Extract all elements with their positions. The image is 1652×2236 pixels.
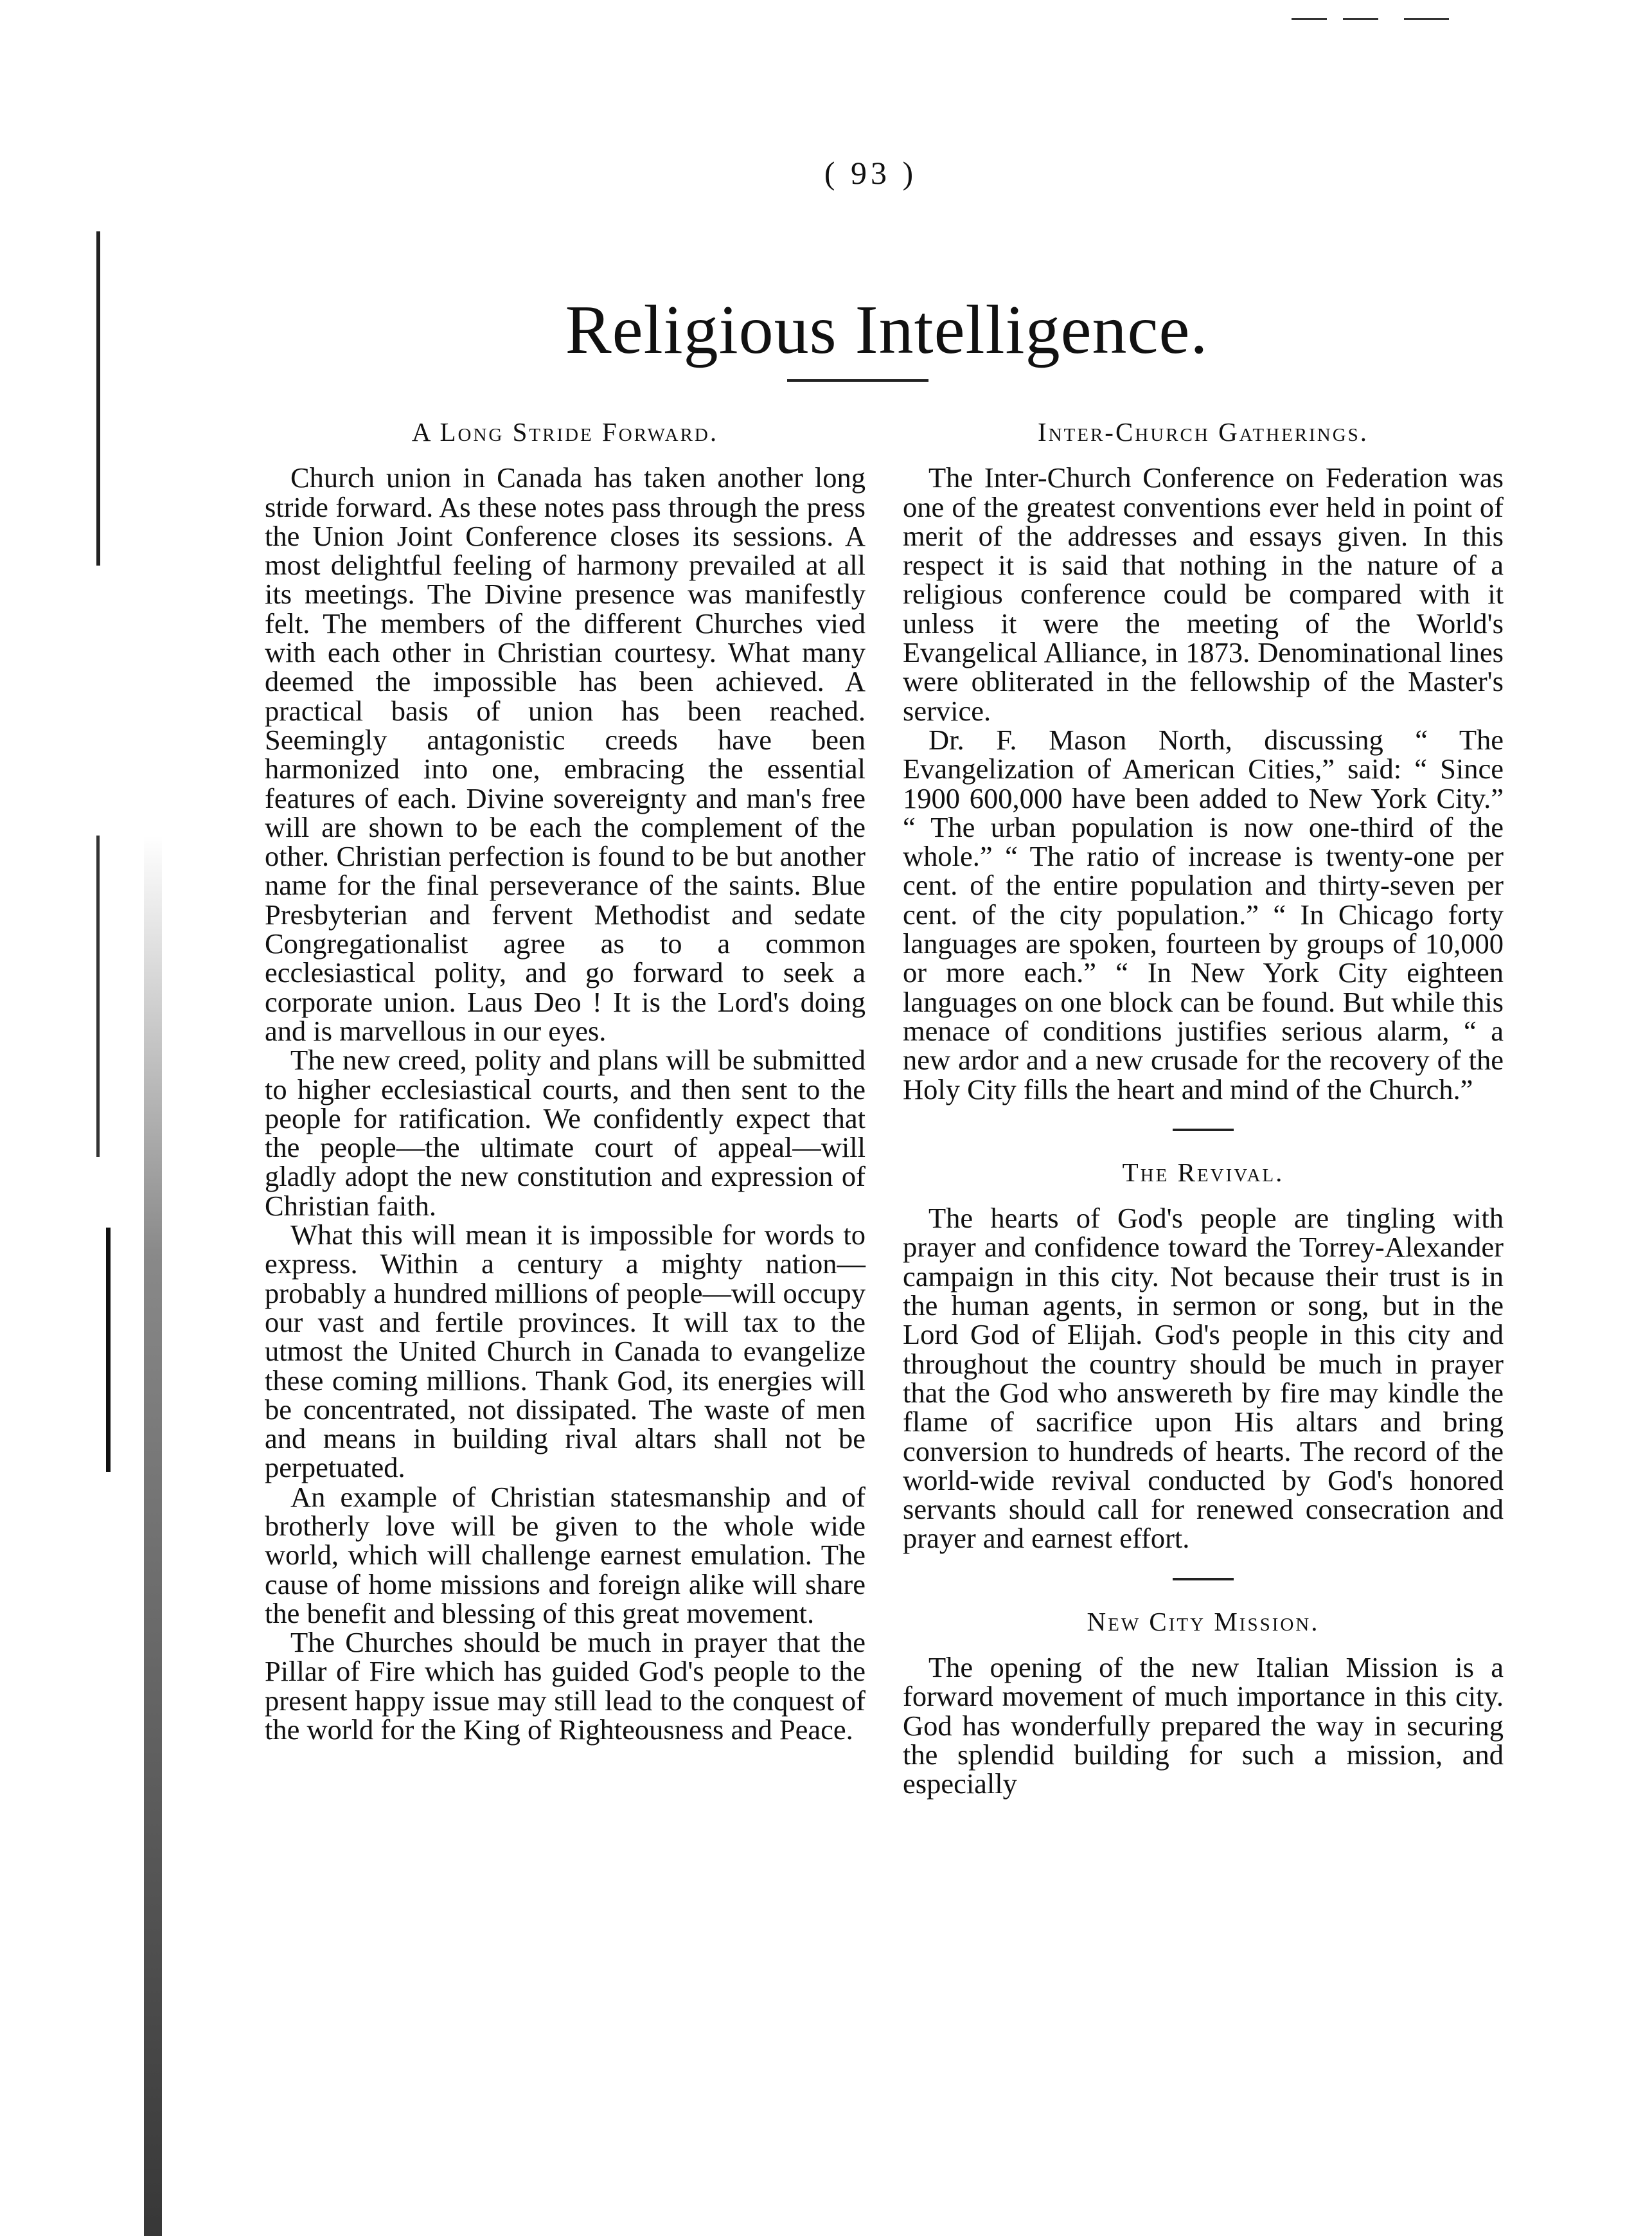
paragraph: The Inter-Church Conference on Federation was one of the greatest conventions ever held in point of merit of the addresses and essays given. In this respect it is said that nothing in the nature of a religious conference could be compared with it unless it were the meeting of the World's Evangelical Alliance, in 1873. Denominational lines were obliterated in the fellowship of the Master's service. <box>903 461 1504 727</box>
title-divider <box>787 379 928 382</box>
page-number: ( 93 ) <box>824 155 918 191</box>
section-heading: Inter-Church Gatherings. <box>1037 417 1369 447</box>
scan-edge-shadow <box>144 836 162 2236</box>
scan-artifact <box>106 1228 111 1472</box>
section-heading: A Long Stride Forward. <box>411 417 719 447</box>
paragraph: What this will mean it is impossible for words to express. Within a century a mighty nation—probably a hundred millions of people—will occupy our vast and fertile provinces. It will tax to the utmost the United Church in Canada to evangelize these coming millions. Thank God, its energies will be concentrated, not dissipated. The waste of men and means in building rival altars shall not be perpetuated. <box>265 1219 866 1484</box>
page-title: Religious Intelligence. <box>565 292 1209 369</box>
section-inter-church <box>903 418 1504 1104</box>
section-new-city-mission <box>903 1607 1504 1799</box>
left-column <box>265 418 866 1744</box>
scan-artifact <box>96 836 100 1157</box>
scan-artifact <box>96 231 100 566</box>
paragraph: Dr. F. Mason North, discussing “ The Evangelization of American Cities,” said: “ Since 1900 600,000 have been added to New York City.” “ The urban population is now one-third of the whole.” “ The ratio of increase is twenty-one per cent. of the entire population and thirty-seven per cent. of the city population.” “ In Chicago forty languages are spoken, fourteen by groups of 10,000 or more each.” “ In New York City eighteen languages on one block can be found. But while this menace of conditions justifies serious alarm, “ a new ardor and a new crusade for the recovery of the Holy City fills the heart and mind of the Church.” <box>903 723 1504 1105</box>
paragraph: The opening of the new Italian Mission is a forward movement of much importance in this city. God has wonderfully prepared the way in securing the splendid building for such a mission, and especially <box>903 1650 1504 1800</box>
section-divider <box>1173 1129 1234 1131</box>
paragraph: The Churches should be much in prayer that the Pillar of Fire which has guided God's people to the present happy issue may still lead to the conquest of the world for the King of Righteousness and Peace. <box>265 1626 866 1746</box>
section-revival <box>903 1158 1504 1553</box>
paragraph: The hearts of God's people are tingling with prayer and confidence toward the Torrey-Alexander campaign in this city. Not because their trust is in the human agents, in sermon or song, but in the Lord God of Elijah. God's people in this city and throughout the country should be much in prayer that the God who answereth by fire may kindle the flame of sacrifice upon His altars and bring conversion to hundreds of hearts. The record of the world-wide revival conducted by God's honored servants should call for renewed consecration and prayer and earnest effort. <box>903 1202 1504 1555</box>
scan-artifact <box>1292 18 1327 20</box>
scan-artifact <box>1343 18 1378 20</box>
section-divider <box>1173 1578 1234 1580</box>
scan-artifact <box>1404 18 1449 20</box>
section-heading: New City Mission. <box>1087 1606 1320 1636</box>
paragraph: Church union in Canada has taken another long stride forward. As these notes pass through the press the Union Joint Conference closes its sessions. A most delightful feeling of harmony prevailed at all its meetings. The Divine presence was manifestly felt. The members of the different Churches vied with each other in Christian courtesy. What many deemed the impossible has been achieved. A practical basis of union has been reached. Seemingly antagonistic creeds have been harmonized into one, embracing the essential features of each. Divine sovereignty and man's free will are shown to be each the complement of the other. Christian perfection is found to be but another name for the final perseverance of the saints. Blue Presbyterian and fervent Methodist and sedate Congregationalist agree as to a common ecclesiastical polity, and go forward to seek a corporate union. Laus Deo ! It is the Lord's doing and is marvellous in our eyes. <box>265 461 866 1047</box>
section-heading: The Revival. <box>1122 1157 1284 1187</box>
right-column <box>903 418 1504 1798</box>
paragraph: An example of Christian statesmanship and of brotherly love will be given to the whole wide world, which will challenge earnest emulation. The cause of home missions and foreign alike will share the benefit and blessing of this great movement. <box>265 1480 866 1629</box>
section-long-stride <box>265 418 866 1744</box>
paragraph: The new creed, polity and plans will be submitted to higher ecclesiastical courts, and then sent to the people for ratification. We confidently expect that the people—the ultimate court of appeal—will gladly adopt the new constitution and expression of Christian faith. <box>265 1044 866 1222</box>
